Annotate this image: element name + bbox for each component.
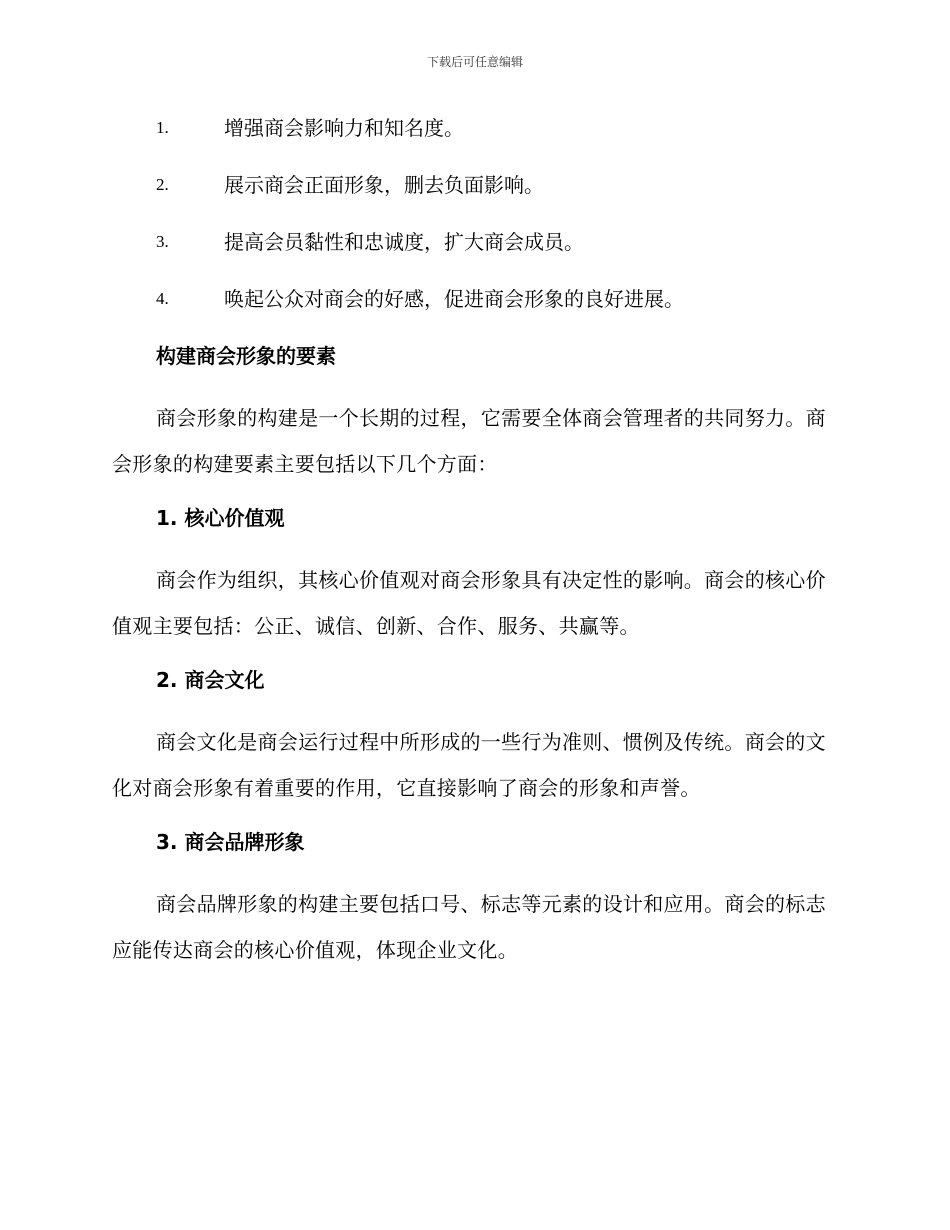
list-number: 3. [156, 232, 169, 251]
subsection-heading-brand: 3. 商会品牌形象 [156, 830, 305, 854]
list-number: 1. [156, 118, 169, 137]
list-item [112, 224, 842, 260]
list-text: 增强商会影响力和知名度。 [224, 116, 464, 140]
subsection-body-culture: 商会文化是商会运行过程中所形成的一些行为准则、惯例及传统。商会的文化对商会形象有着重要的作用，它直接影响了商会的形象和声誉。 [112, 730, 826, 800]
subsection-heading-culture: 2. 商会文化 [156, 668, 265, 692]
list-text: 唤起公众对商会的好感，促进商会形象的良好进展。 [224, 287, 684, 311]
list-text: 展示商会正面形象，删去负面影响。 [224, 173, 544, 197]
list-number: 4. [156, 289, 169, 308]
list-number: 2. [156, 175, 169, 194]
list-item [112, 110, 842, 146]
list-item [112, 281, 842, 317]
subsection-body-brand: 商会品牌形象的构建主要包括口号、标志等元素的设计和应用。商会的标志应能传达商会的核心价值观，体现企业文化。 [112, 892, 826, 962]
subsection-heading-core-values: 1. 核心价值观 [156, 506, 285, 530]
document-body [112, 110, 842, 986]
page-header: 下载后可任意编辑 [426, 55, 523, 69]
subsection-body-core-values: 商会作为组织，其核心价值观对商会形象具有决定性的影响。商会的核心价值观主要包括：公正、诚信、创新、合作、服务、共赢等。 [112, 568, 826, 638]
section-intro: 商会形象的构建是一个长期的过程，它需要全体商会管理者的共同努力。商会形象的构建要素主要包括以下几个方面： [112, 406, 826, 476]
list-text: 提高会员黏性和忠诚度，扩大商会成员。 [224, 230, 584, 254]
list-item [112, 167, 842, 203]
section-heading: 构建商会形象的要素 [156, 344, 336, 368]
